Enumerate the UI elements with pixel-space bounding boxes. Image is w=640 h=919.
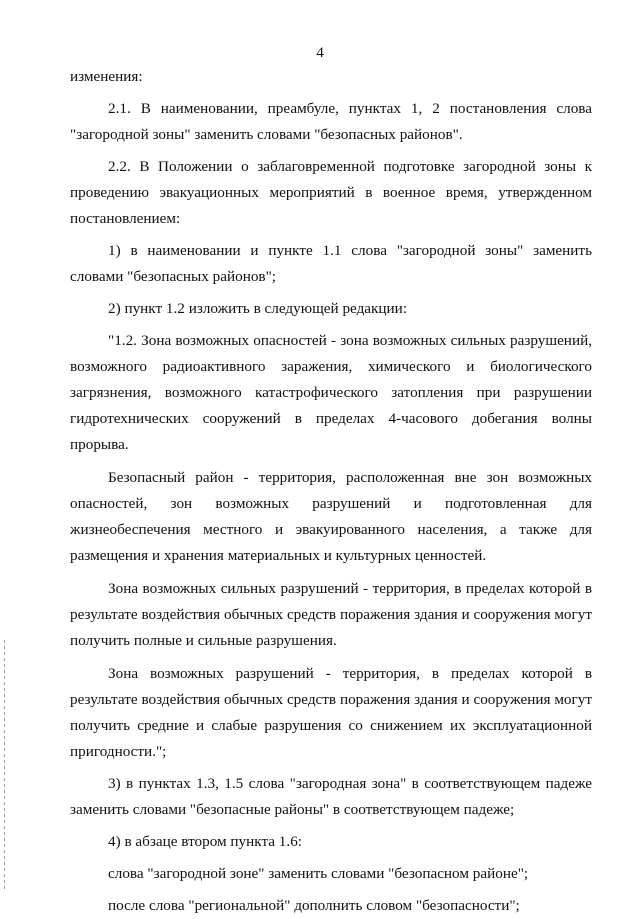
paragraph-2-2: 2.2. В Положении о заблаговременной подготовке загородной зоны к проведению эвакуационных мероприятий в военное время, утвержденном постановлением: — [70, 158, 592, 227]
document-body — [70, 64, 592, 919]
paragraph-item-3: 3) в пунктах 1.3, 1.5 слова "загородная зона" в соответствующем падеже заменить словами "безопасные районы" в соответствующем падеже; — [70, 775, 592, 818]
page-number: 4 — [316, 44, 324, 61]
paragraph-destruction: Зона возможных разрушений - территория, в пределах которой в результате воздействия обычных средств поражения здания и сооружения могут получить средние и слабые разрушения со снижением их эксплуатационной пригодности."; — [70, 665, 592, 760]
paragraph-item-4: 4) в абзаце втором пункта 1.6: — [108, 833, 303, 850]
paragraph-danger-zone: "1.2. Зона возможных опасностей - зона возможных сильных разрушений, возможного радиоактивного заражения, химического и биологического загрязнения, возможного катастрофического затопления при разрушении гидротехнических сооружений в пределах 4-часового добегания волны прорыва. — [70, 332, 592, 453]
paragraph-safe-area: Безопасный район - территория, расположенная вне зон возможных опасностей, зон возможных разрушений и подготовленная для жизнеобеспечения местного и эвакуированного населения, а также для размещения и хранения материальных и культурных ценностей. — [70, 469, 592, 564]
paragraph-item-1: 1) в наименовании и пункте 1.1 слова "загородной зоны" заменить словами "безопасных районов"; — [70, 242, 592, 285]
scan-edge-line — [4, 640, 5, 890]
paragraph-2-1: 2.1. В наименовании, преамбуле, пунктах 1, 2 постановления слова "загородной зоны" заменить словами "безопасных районов". — [70, 100, 592, 143]
paragraph-item-2: 2) пункт 1.2 изложить в следующей редакции: — [108, 300, 408, 317]
paragraph-intro: изменения: — [70, 68, 143, 85]
paragraph-item-4-a: слова "загородной зоне" заменить словами "безопасном районе"; — [108, 865, 529, 882]
paragraph-heavy-destruction: Зона возможных сильных разрушений - территория, в пределах которой в результате воздействия обычных средств поражения здания и сооружения могут получить полные и сильные разрушения. — [70, 580, 592, 649]
paragraph-item-4-b: после слова "региональной" дополнить словом "безопасности"; — [108, 897, 520, 914]
